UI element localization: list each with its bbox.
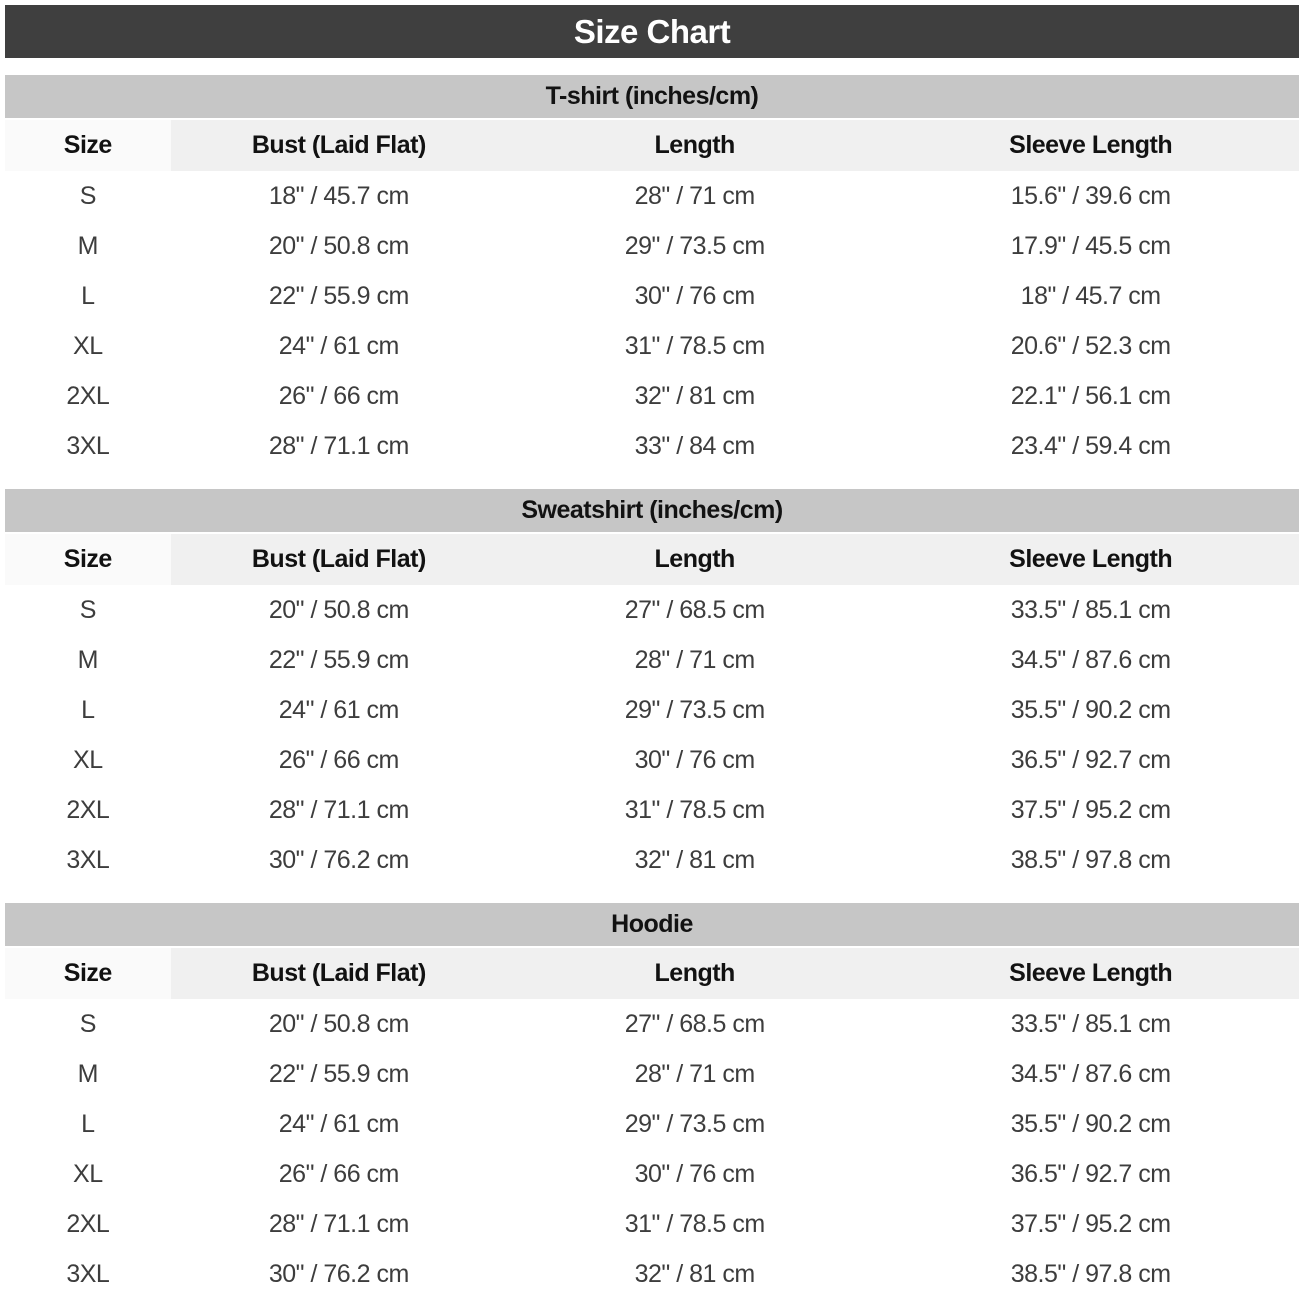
- sleeve-cell: 18" / 45.7 cm: [882, 271, 1299, 321]
- length-cell: 29" / 73.5 cm: [507, 685, 882, 735]
- column-header: Bust (Laid Flat): [171, 533, 507, 585]
- length-cell: 30" / 76 cm: [507, 735, 882, 785]
- table-row: [5, 371, 1299, 421]
- column-header: Size: [5, 947, 171, 999]
- length-cell: 27" / 68.5 cm: [507, 999, 882, 1049]
- size-cell: 3XL: [5, 421, 171, 471]
- size-table: [5, 532, 1299, 885]
- sleeve-cell: 17.9" / 45.5 cm: [882, 221, 1299, 271]
- length-cell: 31" / 78.5 cm: [507, 321, 882, 371]
- bust-cell: 24" / 61 cm: [171, 321, 507, 371]
- column-header-row: [5, 947, 1299, 999]
- size-cell: L: [5, 271, 171, 321]
- size-cell: S: [5, 171, 171, 221]
- bust-cell: 28" / 71.1 cm: [171, 421, 507, 471]
- sleeve-cell: 38.5" / 97.8 cm: [882, 835, 1299, 885]
- table-row: [5, 171, 1299, 221]
- size-table-section: [5, 489, 1299, 885]
- sleeve-cell: 33.5" / 85.1 cm: [882, 999, 1299, 1049]
- column-header-row: [5, 533, 1299, 585]
- sleeve-cell: 35.5" / 90.2 cm: [882, 1099, 1299, 1149]
- size-cell: S: [5, 585, 171, 635]
- length-cell: 32" / 81 cm: [507, 835, 882, 885]
- size-cell: 2XL: [5, 785, 171, 835]
- sleeve-cell: 34.5" / 87.6 cm: [882, 635, 1299, 685]
- length-cell: 30" / 76 cm: [507, 271, 882, 321]
- sleeve-cell: 15.6" / 39.6 cm: [882, 171, 1299, 221]
- section-title: Sweatshirt (inches/cm): [5, 489, 1299, 532]
- bust-cell: 26" / 66 cm: [171, 735, 507, 785]
- column-header: Size: [5, 119, 171, 171]
- section-title: T-shirt (inches/cm): [5, 75, 1299, 118]
- bust-cell: 26" / 66 cm: [171, 1149, 507, 1199]
- table-row: [5, 271, 1299, 321]
- size-cell: XL: [5, 735, 171, 785]
- size-cell: XL: [5, 321, 171, 371]
- size-cell: 3XL: [5, 835, 171, 885]
- sleeve-cell: 38.5" / 97.8 cm: [882, 1249, 1299, 1299]
- table-row: [5, 1149, 1299, 1199]
- table-row: [5, 785, 1299, 835]
- bust-cell: 28" / 71.1 cm: [171, 1199, 507, 1249]
- size-cell: 2XL: [5, 371, 171, 421]
- sleeve-cell: 34.5" / 87.6 cm: [882, 1049, 1299, 1099]
- size-table-section: [5, 903, 1299, 1299]
- bust-cell: 18" / 45.7 cm: [171, 171, 507, 221]
- column-header: Bust (Laid Flat): [171, 119, 507, 171]
- size-tables-container: [5, 75, 1299, 1299]
- size-cell: M: [5, 221, 171, 271]
- bust-cell: 20" / 50.8 cm: [171, 585, 507, 635]
- length-cell: 28" / 71 cm: [507, 1049, 882, 1099]
- size-table: [5, 118, 1299, 471]
- column-header: Sleeve Length: [882, 533, 1299, 585]
- table-row: [5, 1249, 1299, 1299]
- section-title: Hoodie: [5, 903, 1299, 946]
- bust-cell: 28" / 71.1 cm: [171, 785, 507, 835]
- length-cell: 32" / 81 cm: [507, 1249, 882, 1299]
- size-cell: M: [5, 1049, 171, 1099]
- sleeve-cell: 35.5" / 90.2 cm: [882, 685, 1299, 735]
- sleeve-cell: 36.5" / 92.7 cm: [882, 735, 1299, 785]
- table-row: [5, 1199, 1299, 1249]
- size-table: [5, 946, 1299, 1299]
- column-header: Length: [507, 533, 882, 585]
- table-row: [5, 685, 1299, 735]
- length-cell: 29" / 73.5 cm: [507, 1099, 882, 1149]
- length-cell: 27" / 68.5 cm: [507, 585, 882, 635]
- column-header: Length: [507, 947, 882, 999]
- column-header: Bust (Laid Flat): [171, 947, 507, 999]
- table-row: [5, 421, 1299, 471]
- bust-cell: 24" / 61 cm: [171, 685, 507, 735]
- bust-cell: 22" / 55.9 cm: [171, 635, 507, 685]
- length-cell: 29" / 73.5 cm: [507, 221, 882, 271]
- bust-cell: 20" / 50.8 cm: [171, 221, 507, 271]
- column-header: Sleeve Length: [882, 119, 1299, 171]
- bust-cell: 22" / 55.9 cm: [171, 1049, 507, 1099]
- table-row: [5, 735, 1299, 785]
- bust-cell: 26" / 66 cm: [171, 371, 507, 421]
- table-row: [5, 1099, 1299, 1149]
- column-header: Size: [5, 533, 171, 585]
- size-cell: XL: [5, 1149, 171, 1199]
- bust-cell: 30" / 76.2 cm: [171, 835, 507, 885]
- size-cell: M: [5, 635, 171, 685]
- table-row: [5, 1049, 1299, 1099]
- table-row: [5, 221, 1299, 271]
- column-header: Sleeve Length: [882, 947, 1299, 999]
- sleeve-cell: 23.4" / 59.4 cm: [882, 421, 1299, 471]
- sleeve-cell: 37.5" / 95.2 cm: [882, 1199, 1299, 1249]
- size-cell: L: [5, 685, 171, 735]
- sleeve-cell: 33.5" / 85.1 cm: [882, 585, 1299, 635]
- length-cell: 33" / 84 cm: [507, 421, 882, 471]
- length-cell: 28" / 71 cm: [507, 635, 882, 685]
- length-cell: 30" / 76 cm: [507, 1149, 882, 1199]
- table-row: [5, 635, 1299, 685]
- column-header: Length: [507, 119, 882, 171]
- bust-cell: 22" / 55.9 cm: [171, 271, 507, 321]
- title-bar: [5, 5, 1299, 58]
- length-cell: 28" / 71 cm: [507, 171, 882, 221]
- size-cell: 2XL: [5, 1199, 171, 1249]
- sleeve-cell: 22.1" / 56.1 cm: [882, 371, 1299, 421]
- size-table-section: [5, 75, 1299, 471]
- size-cell: L: [5, 1099, 171, 1149]
- table-row: [5, 999, 1299, 1049]
- length-cell: 32" / 81 cm: [507, 371, 882, 421]
- length-cell: 31" / 78.5 cm: [507, 785, 882, 835]
- bust-cell: 30" / 76.2 cm: [171, 1249, 507, 1299]
- size-cell: S: [5, 999, 171, 1049]
- bust-cell: 20" / 50.8 cm: [171, 999, 507, 1049]
- page-title: Size Chart: [573, 12, 731, 50]
- size-cell: 3XL: [5, 1249, 171, 1299]
- table-row: [5, 835, 1299, 885]
- table-row: [5, 585, 1299, 635]
- sleeve-cell: 37.5" / 95.2 cm: [882, 785, 1299, 835]
- table-row: [5, 321, 1299, 371]
- length-cell: 31" / 78.5 cm: [507, 1199, 882, 1249]
- column-header-row: [5, 119, 1299, 171]
- sleeve-cell: 36.5" / 92.7 cm: [882, 1149, 1299, 1199]
- bust-cell: 24" / 61 cm: [171, 1099, 507, 1149]
- sleeve-cell: 20.6" / 52.3 cm: [882, 321, 1299, 371]
